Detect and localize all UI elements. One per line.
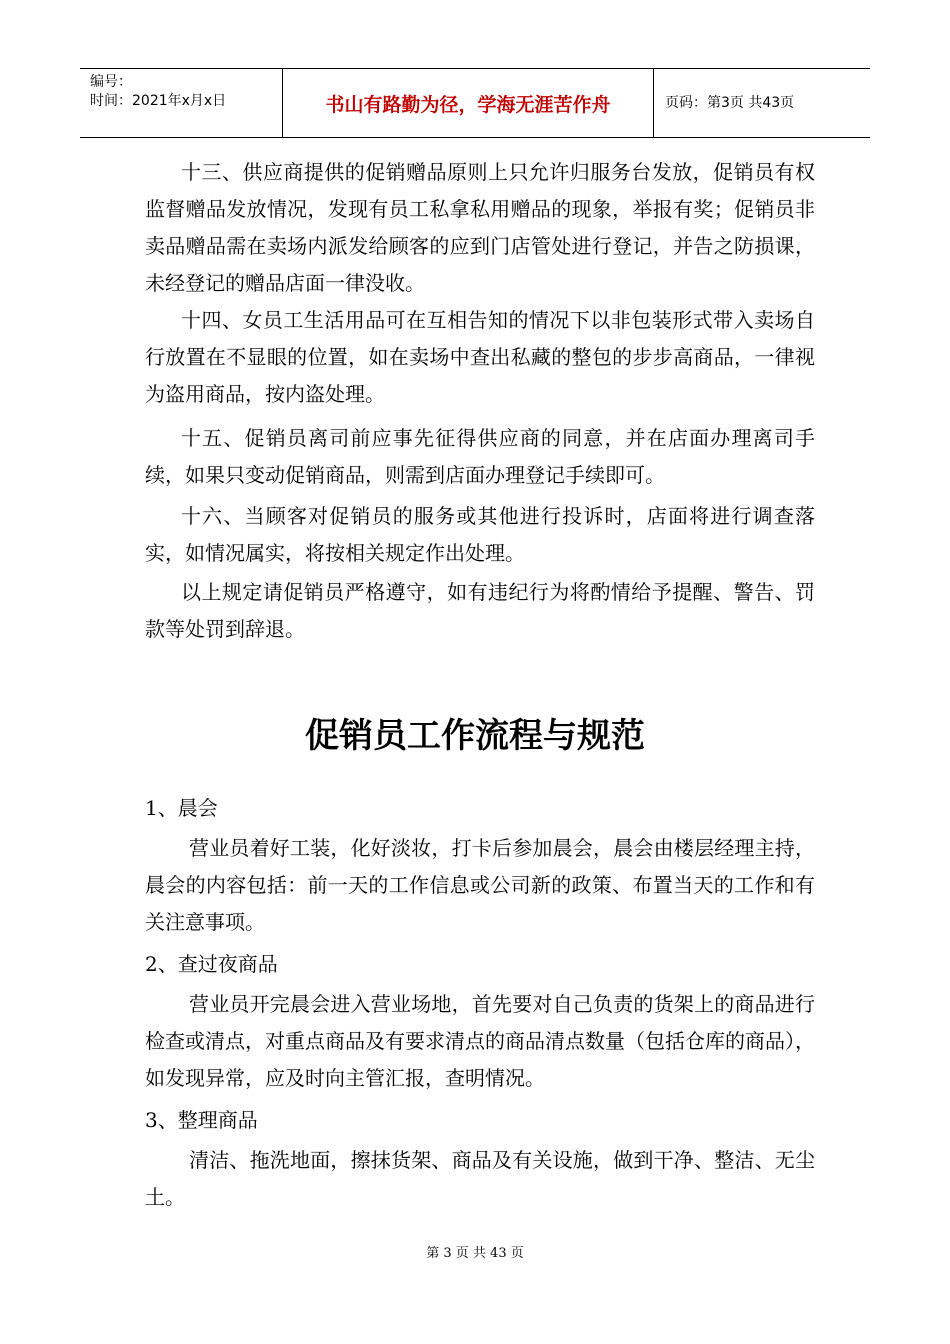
closing-paragraph: 以上规定请促销员严格遵守，如有违纪行为将酌情给予提醒、警告、罚款等处罚到辞退。	[145, 580, 815, 641]
page-header	[80, 68, 870, 138]
document-date: 时间：2021年x月x日	[90, 93, 227, 109]
header-meta-cell	[80, 69, 283, 137]
header-page-info: 页码：第3页 共43页	[665, 95, 795, 111]
item-heading-overnight-check: 2、查过夜商品	[145, 952, 278, 976]
item-text-tidy-goods: 清洁、拖洗地面，擦抹货架、商品及有关设施，做到干净、整洁、无尘土。	[145, 1148, 815, 1209]
header-motto: 书山有路勤为径，学海无涯苦作舟	[325, 94, 611, 116]
item-text-morning-meeting: 营业员着好工装，化好淡妆，打卡后参加晨会，晨会由楼层经理主持，晨会的内容包括：前一天的工作信息或公司新的政策、布置当天的工作和有关注意事项。	[145, 836, 815, 934]
paragraph-16: 十六、当顾客对促销员的服务或其他进行投诉时，店面将进行调查落实，如情况属实，将按相关规定作出处理。	[145, 504, 815, 565]
document-number-label: 编号：	[90, 74, 132, 90]
header-motto-cell	[283, 69, 654, 137]
item-heading-morning-meeting: 1、晨会	[145, 796, 218, 820]
page-footer: 第 3 页 共 43 页	[426, 1246, 524, 1261]
item-text-overnight-check: 营业员开完晨会进入营业场地，首先要对自己负责的货架上的商品进行检查或清点，对重点商品及有要求清点的商品清点数量（包括仓库的商品），如发现异常，应及时向主管汇报，查明情况。	[145, 992, 815, 1090]
paragraph-14: 十四、女员工生活用品可在互相告知的情况下以非包装形式带入卖场自行放置在不显眼的位置，如在卖场中查出私藏的整包的步步高商品，一律视为盗用商品，按内盗处理。	[145, 308, 815, 406]
section-title: 促销员工作流程与规范	[305, 716, 645, 756]
paragraph-13: 十三、供应商提供的促销赠品原则上只允许归服务台发放，促销员有权监督赠品发放情况，发现有员工私拿私用赠品的现象，举报有奖；促销员非卖品赠品需在卖场内派发给顾客的应到门店管处进行登记，并告之防损课，未经登记的赠品店面一律没收。	[145, 160, 815, 295]
item-heading-tidy-goods: 3、整理商品	[145, 1108, 258, 1132]
header-page-cell	[655, 69, 870, 137]
paragraph-15: 十五、促销员离司前应事先征得供应商的同意，并在店面办理离司手续，如果只变动促销商品，则需到店面办理登记手续即可。	[145, 426, 815, 487]
